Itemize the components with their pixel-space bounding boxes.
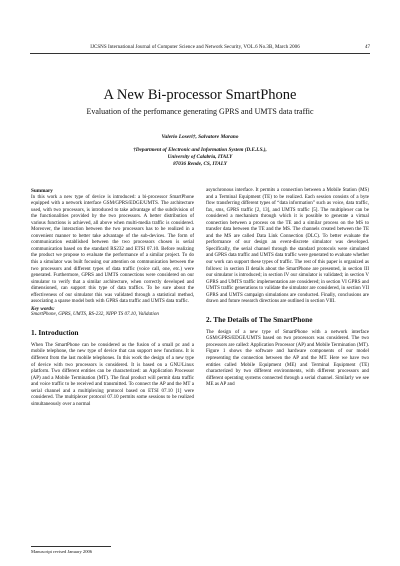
affiliation-address: 87036 Rende, CS, ITALY (173, 160, 227, 167)
section-heading-introduction: 1. Introduction (31, 327, 79, 337)
details-text: The design of a new type of SmartPhone with a network interface GSM/GPRS/EDGE/UMTS based on two processors was considered. The two processors are called: Application Processor (AP) and Mobile Termination (MT). Figure 1 shows the software and hardware components of our model representing the connection between the AP and the MT. Here we have two entities called Mobile Equipment (ME) and Terminal Equipment (TE) characterized by two different environments, with different processors and different operating systems connected through a serial channel. Similarly we see ME as AP and (206, 329, 369, 388)
keywords-text: SmartPhone, GPRS, UMTS, RS-232, NIPP TS 07.10, Validation (31, 312, 159, 318)
section-heading-details: 2. The Details of The SmartPhone (206, 314, 313, 324)
manuscript-footnote: Manuscript revised January 2006 (31, 546, 111, 555)
summary-text: In this work a new type of device is introduced: a bi-processor SmartPhone equipped with a network interface GSM/GPRS/EDGE/UMTS. The architecture used, with two processors, is introduced to take advantage of the subdivision of the functionalities provided by the two processors. A better distribution of various functions is achieved, all above when multi-media traffic is considered. Moreover, the interaction between the two processors has to be realized in a convenient manner to better take advantage of the sub-devices. The form of communication established between the two processors chosen is serial communication based on the standard RS232 and ETSI 07.10. Before realizing the product we propose to evaluate the performance of a similar project. To do this a simulator was built focusing our attention on communication between the two processors and different types of data traffic (voice call, one, etc.) were generated. Furthermore, GPRS and UMTS connections were considered on our simulator to verify that a similar architecture, when correctly developed and dimensioned, can support this type of data traffics. To be sure about the effectiveness of our simulator this was validated through a statistical method, associating a sparse model both with GPRS data traffic and UMTS data traffic. (31, 194, 194, 305)
introduction-text: When The SmartPhone can be considered as the fusion of a small pc and a mobile telephone, the new type of device that can support new functions. It is different from the last mobile telephones. In this work the design of a new type of device with two processors is considered. It is based on a GNU/Linux platform. Two different entities can be characterized: an Application Processor (AP) and a Mobile Termination (MT). The final product will permit data traffic and voice traffic to be received and transmitted. To connect the AP and the MT a serial channel and a multiplexing protocol based on ETSI 07.10 [1] were considered. The multiplexer protocol 07.10 permits some sessions to be realized simultaneously over a normal (31, 342, 194, 407)
running-header (30, 44, 370, 54)
left-column (31, 188, 194, 408)
author-list: Valerio Loseri†, Salvatore Marano (161, 134, 239, 140)
page-number: 47 (365, 45, 370, 50)
affiliation-department: †Department of Electronic and Information System (D.E.I.S.), (133, 147, 267, 153)
paper-subtitle: Evaluation of the perfomance generating GPRS and UMTS data traffic (86, 107, 314, 116)
paper-title: A New Bi-processor SmartPhone (103, 87, 297, 103)
right-column (206, 188, 369, 389)
affiliation (0, 147, 400, 167)
summary-heading: Summary (31, 188, 53, 194)
introduction-continued-text: asynchronous interface. It permits a connection between a Mobile Station (MS) and a Terminal Equipment (TE) to be realized. Each session consists of a byte flow transferring different types of “data information” such as voice, data traffic, fax, sms, GPRS traffic [2, 13], and UMTS traffic [5]. The multiplexer can be considered a mechanism through which it is possible to generate a virtual connection between a process on the TE and a similar process on the MS to transfer data between the TE and the MS. The channels created between the TE and the MS are called Data Link Connection (DLC). To better evaluate the performance of our design an event-discrete simulator was developed. Specifically, the serial channel through the standard protocols were simulated and GPRS data traffic and UMTS data traffic were generated to evaluate whether our work can support these types of traffic. The rest of this paper is organized as follows: in section II details about the SmartPhone are presented, in section III our simulator is introduced; in section IV our simulator is validated; in section V GPRS and UMTS traffic implementation are considered; in section VI GPRS and UMTS traffic generations to validate the simulator are considered, in section VII GPRS and UMTS campaign simulations are conducted. Finally, conclusions are drawn and future research directions are outlined in section VIII. (206, 188, 369, 305)
journal-citation: IJCSNS International Journal of Computer Science and Network Security, VOL.6 No.3B, March 2006 (90, 45, 300, 50)
keywords-heading: Key words: (31, 305, 55, 312)
affiliation-university: University of Calabria, ITALY (167, 153, 233, 160)
